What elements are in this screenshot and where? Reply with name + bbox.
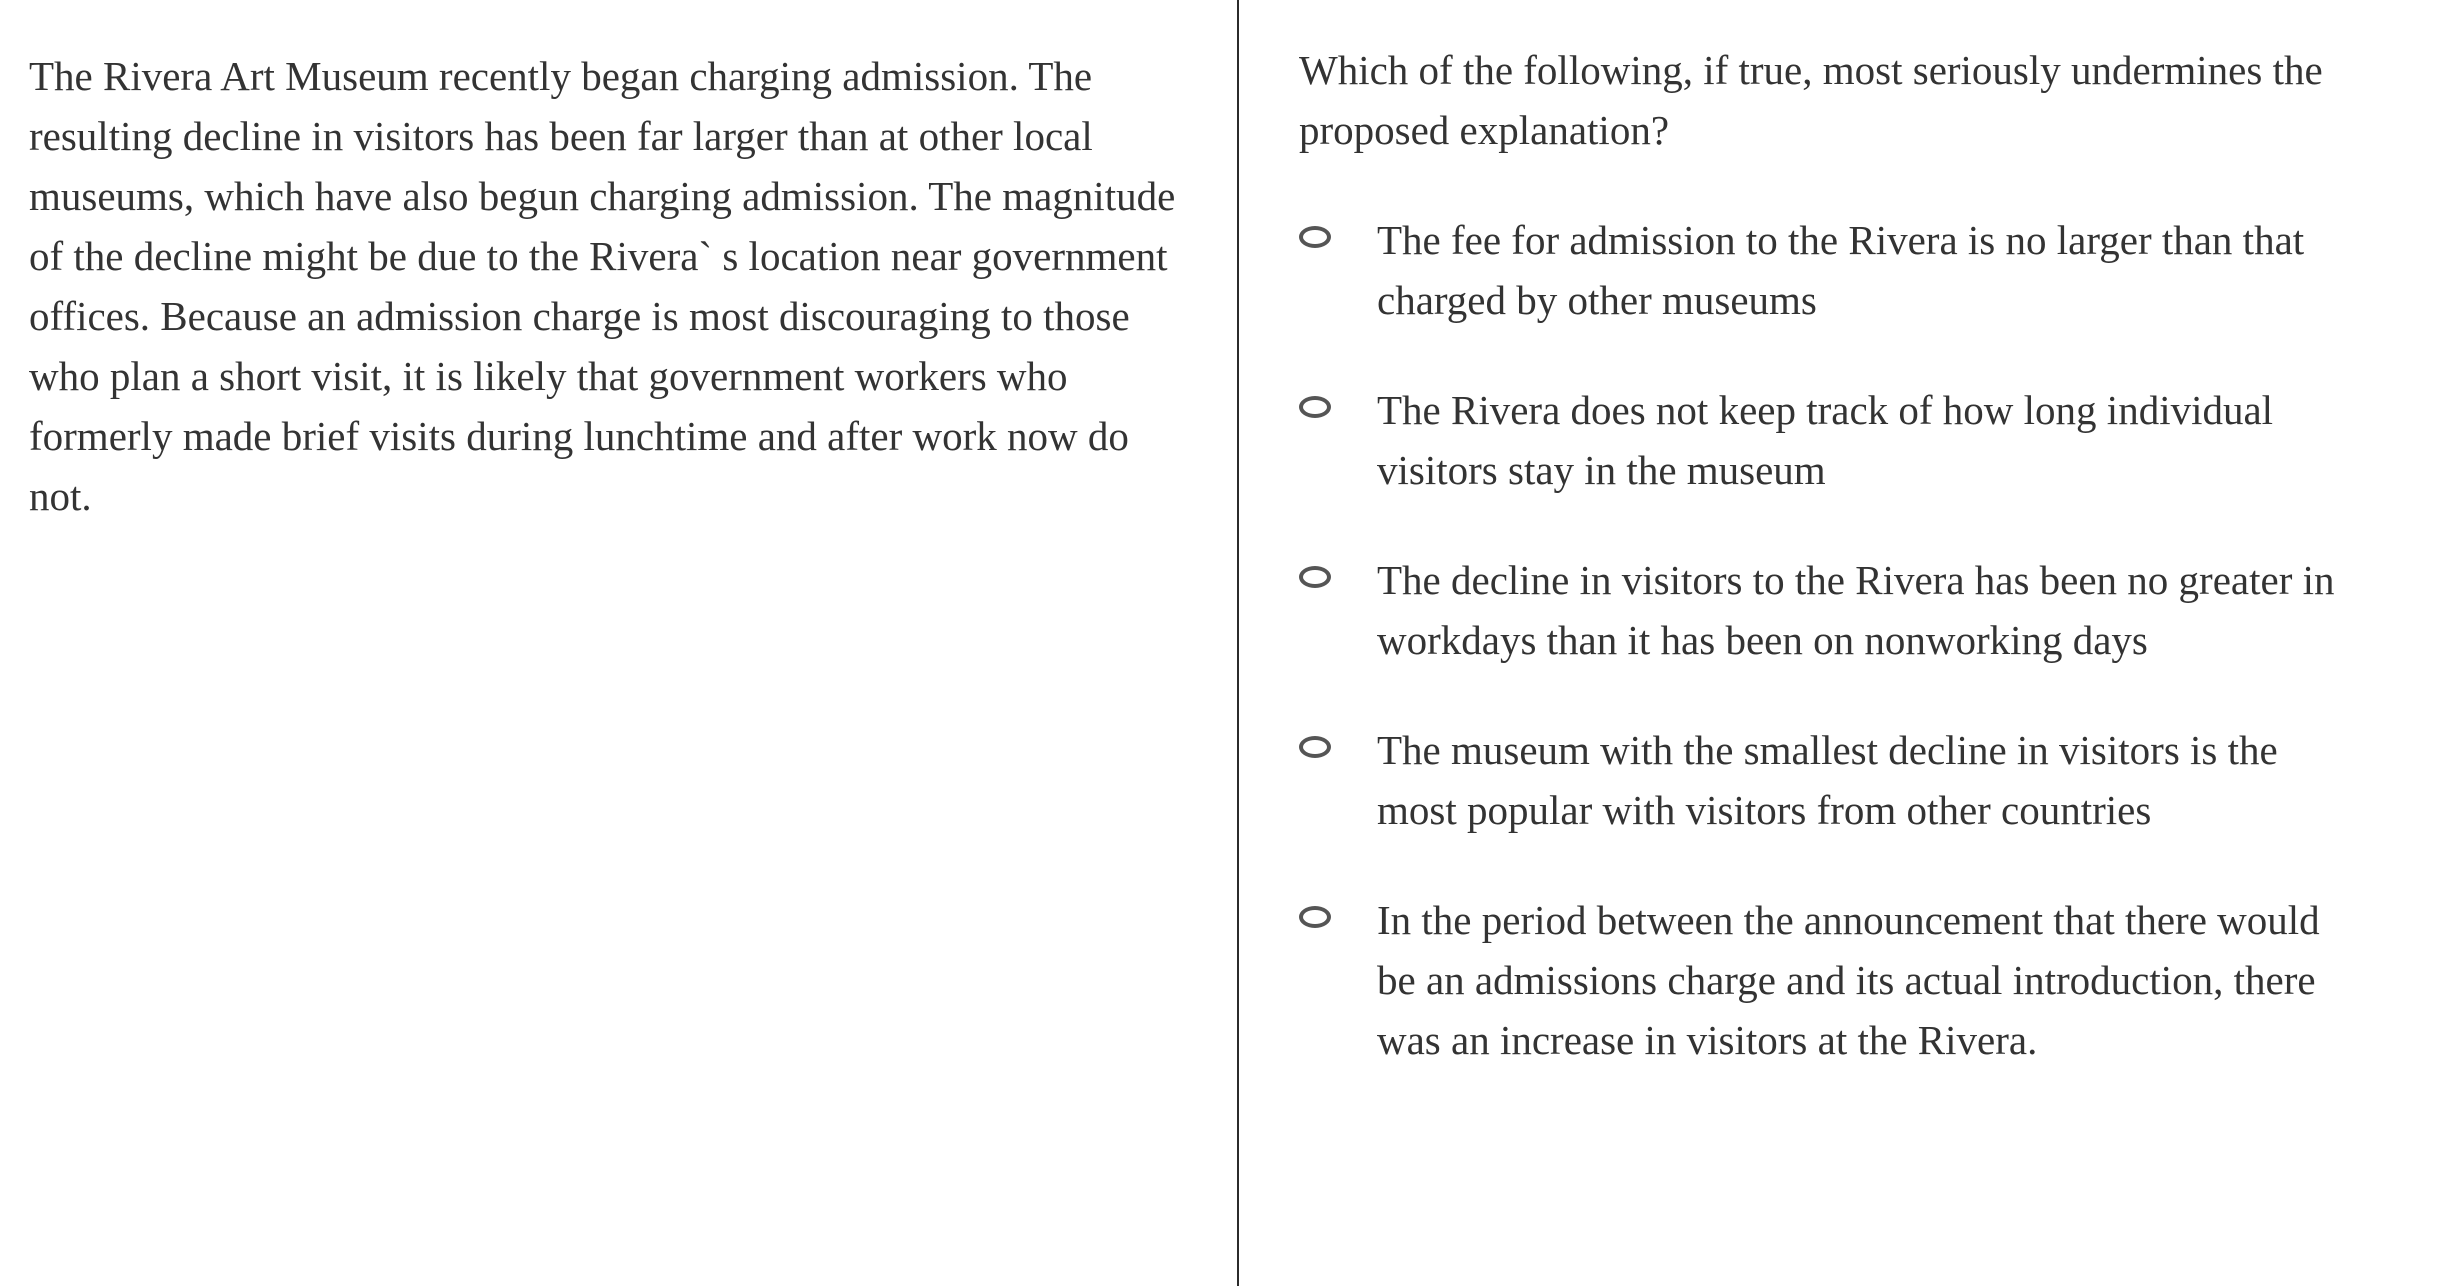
answer-option-label: The fee for admission to the Rivera is no larger than that charged by other museums [1377, 217, 2305, 323]
answer-option-label: In the period between the announcement that there would be an admissions charge and its actual introduction, there was an increase in visitors at the Rivera. [1377, 897, 2320, 1063]
question-pane [1239, 0, 2463, 1286]
answer-option-label: The Rivera does not keep track of how long individual visitors stay in the museum [1377, 387, 2274, 493]
passage-text: The Rivera Art Museum recently began charging admission. The resulting decline in visitors has been far larger than at other local museums, which have also begun charging admission. The magnitude of the decline might be due to the Rivera` s location near government offices. Because an admission charge is most discouraging to those who plan a short visit, it is likely that government workers who formerly made brief visits during lunchtime and after work now do not. [29, 53, 1176, 519]
radio-button-icon[interactable] [1299, 906, 1331, 928]
answer-option-a[interactable] [1299, 210, 2439, 330]
radio-button-icon[interactable] [1299, 226, 1331, 248]
answer-option-b[interactable] [1299, 380, 2439, 500]
question-stem: Which of the following, if true, most seriously undermines the proposed explanation? [1299, 47, 2323, 153]
answer-option-e[interactable] [1299, 890, 2439, 1070]
answer-option-label: The decline in visitors to the Rivera has been no greater in workdays than it has been on nonworking days [1377, 557, 2335, 663]
answer-option-d[interactable] [1299, 720, 2439, 840]
answer-options [1299, 210, 2439, 1120]
radio-button-icon[interactable] [1299, 736, 1331, 758]
answer-option-label: The museum with the smallest decline in visitors is the most popular with visitors from other countries [1377, 727, 2278, 833]
radio-button-icon[interactable] [1299, 396, 1331, 418]
radio-button-icon[interactable] [1299, 566, 1331, 588]
answer-option-c[interactable] [1299, 550, 2439, 670]
